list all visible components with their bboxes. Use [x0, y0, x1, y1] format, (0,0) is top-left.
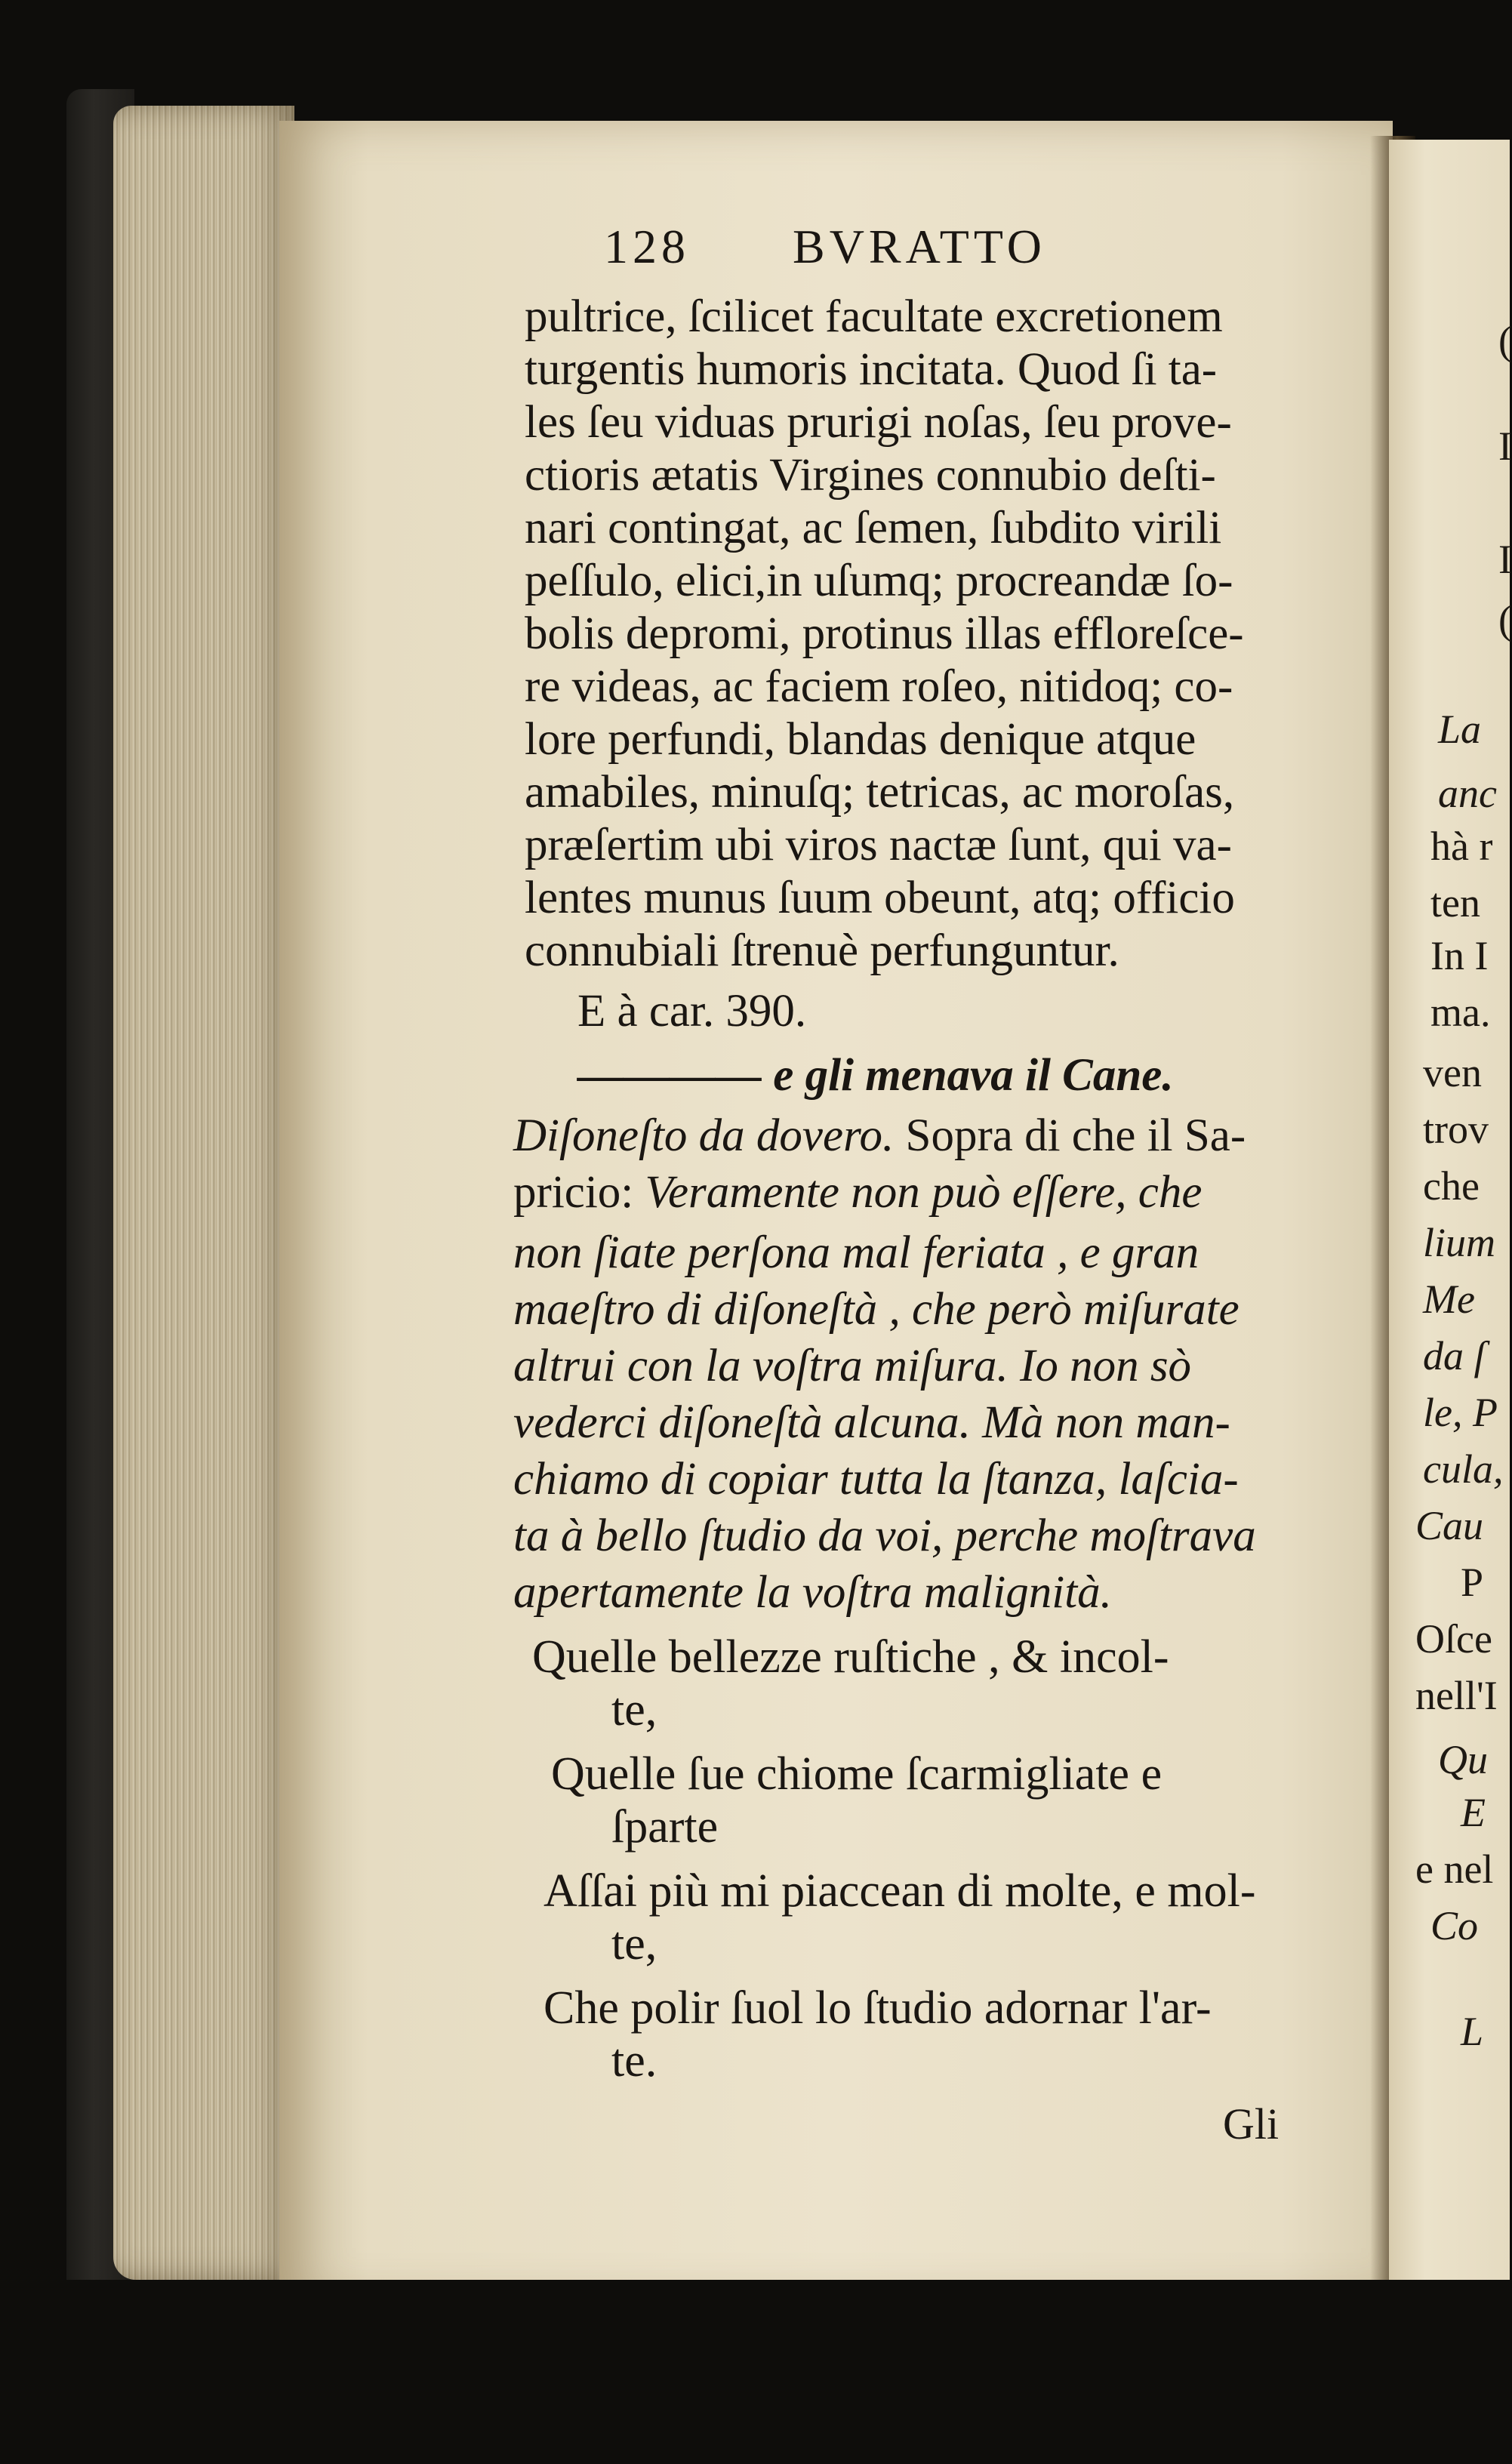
verse-turnover: ſparte [611, 1801, 719, 1853]
verse-turnover: te, [611, 1918, 657, 1970]
commentary-italic: Veramente non può eſſere, che [645, 1167, 1203, 1218]
latin-line: peſſulo, elici,in uſumq; procreandæ ſo- [525, 556, 1233, 606]
verse-line: Quelle ſue chiome ſcarmigliate e [551, 1748, 1162, 1800]
right-fragment: ( [1498, 597, 1512, 642]
right-fragment: anc [1438, 771, 1497, 816]
right-fragment: ( [1498, 318, 1512, 363]
commentary-line: altrui con la voſtra miſura. Io non sò [513, 1341, 1192, 1391]
commentary-line: ta à bello ſtudio da voi, perche moſtrava [513, 1511, 1256, 1561]
latin-line: pultrice, ſcilicet facultate excretionem [525, 291, 1223, 342]
latin-line: præſertim ubi viros nactæ ſunt, qui va- [525, 820, 1232, 870]
running-title: BVRATTO [793, 220, 1046, 273]
right-fragment: che [1423, 1163, 1480, 1209]
right-fragment: La [1438, 707, 1482, 752]
commentary-lead-roman: Sopra di che il Sa- [894, 1110, 1246, 1161]
latin-line: lentes munus ſuum obeunt, atq; officio [525, 873, 1235, 923]
verse-turnover: te. [611, 2035, 657, 2087]
right-fragment: Oſce [1415, 1616, 1492, 1662]
latin-line: nari contingat, ac ſemen, ſubdito virili [525, 503, 1222, 553]
right-fragment: E [1461, 1790, 1486, 1835]
commentary-line [513, 1166, 1202, 1219]
right-fragment: le, P [1423, 1390, 1498, 1435]
right-fragment: lium [1423, 1220, 1496, 1265]
verse-line: Che polir ſuol lo ſtudio adornar l'ar- [544, 1982, 1212, 2034]
verse-line: Aſſai più mi piaccean di molte, e mol- [544, 1865, 1256, 1917]
right-fragment: hà r [1430, 824, 1493, 869]
latin-line: re videas, ac faciem roſeo, nitidoq; co- [525, 661, 1233, 712]
latin-line: ctioris ætatis Virgines connubio deſti- [525, 450, 1216, 500]
commentary-line: maeſtro di diſoneſtà , che però miſurate [513, 1284, 1239, 1335]
commentary-line: apertamente la voſtra malignità. [513, 1567, 1112, 1618]
page-edges [113, 106, 294, 2280]
right-fragment: trov [1423, 1107, 1489, 1152]
right-fragment: Me [1423, 1277, 1475, 1322]
commentary-line: non ſiate perſona mal feriata , e gran [513, 1227, 1199, 1278]
latin-line: connubiali ſtrenuè perfunguntur. [525, 926, 1119, 976]
catchword: Gli [1223, 2099, 1280, 2148]
right-fragment: Cau [1415, 1503, 1484, 1548]
right-fragment: e nel [1415, 1846, 1494, 1892]
latin-line: lore perfundi, blandas denique atque [525, 714, 1196, 765]
latin-line: turgentis humoris incitata. Quod ſi ta- [525, 344, 1218, 395]
right-fragment: Co [1430, 1903, 1479, 1948]
right-fragment: ma. [1430, 990, 1491, 1035]
right-fragment: In I [1430, 933, 1489, 978]
commentary-line: chiamo di copiar tutta la ſtanza, laſcia- [513, 1454, 1239, 1505]
latin-line: les ſeu viduas prurigi noſas, ſeu prove- [525, 397, 1232, 448]
right-fragment: ten [1430, 880, 1480, 926]
page-number: 128 [604, 220, 690, 273]
right-fragment: ven [1423, 1050, 1482, 1095]
latin-line: amabiles, minuſq; tetricas, ac moroſas, [525, 767, 1235, 818]
right-fragment: Qu [1438, 1737, 1488, 1782]
commentary-line: vederci diſoneſtà alcuna. Mà non man- [513, 1397, 1230, 1448]
right-fragment: P [1461, 1560, 1484, 1605]
commentary-lead-italic: Diſoneſto da dovero. [513, 1110, 895, 1161]
right-fragment: nell'I [1415, 1673, 1498, 1718]
background-shadow [0, 2280, 1510, 2464]
right-fragment: I [1498, 424, 1512, 469]
commentary-line [513, 1110, 1246, 1163]
latin-line: bolis depromi, protinus illas effloreſce- [525, 608, 1244, 659]
right-fragment: da ſ [1423, 1333, 1486, 1378]
verse-line: Quelle bellezze ruſtiche , & incol- [532, 1631, 1169, 1683]
reference-line: E à car. 390. [577, 986, 807, 1036]
quotation-line: ———— e gli menava il Cane. [577, 1050, 1174, 1101]
commentary-roman: pricio: [513, 1167, 645, 1218]
right-fragment: L [1461, 2009, 1484, 2054]
right-fragment: cula, [1423, 1446, 1504, 1492]
verse-turnover: te, [611, 1684, 657, 1736]
right-fragment: I [1498, 537, 1512, 582]
